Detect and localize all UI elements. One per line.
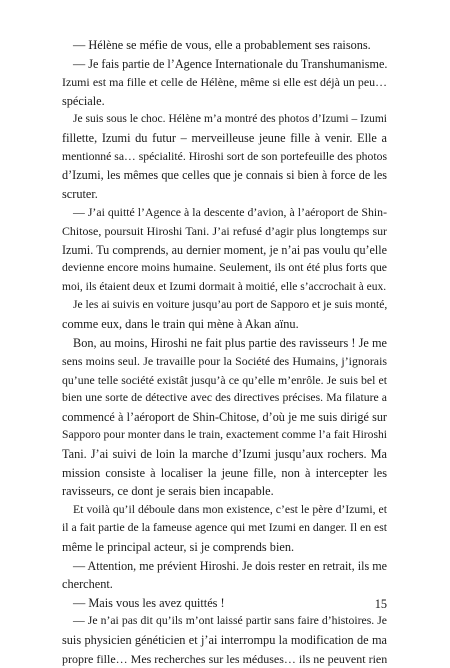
text-line: comme eux, dans le train qui mène à Akan aïnu. [62,316,299,331]
text-line: bien une sorte de détective avec des directives précises. Ma filature a [62,391,387,405]
text-line: commencé à l’aéroport de Shin-Chitose, d’où je me suis dirigé sur [62,409,387,424]
text-line: Je les ai suivis en voiture jusqu’au port de Sapporo et je suis monté, [73,298,388,312]
text-line: d’Izumi, les mêmes que celles que je connais si bien à force de les [62,168,387,183]
text-line: mission consiste à localiser la jeune fille, non à intercepter les [62,465,387,480]
text-line: — Attention, me prévient Hiroshi. Je dois rester en retrait, ils me [73,558,387,573]
page-number: 15 [374,597,387,611]
text-line: scruter. [62,186,98,201]
text-line: — Je n’ai pas dit qu’ils m’ont laissé partir sans faire d’histoires. Je [73,614,387,628]
text-line: mentionné sa… spécialité. Hiroshi sort de son portefeuille des photos [62,149,387,163]
text-line: suis physicien généticien et j’ai interrompu la modification de ma [62,633,387,647]
text-line: Je suis sous le choc. Hélène m’a montré des photos d’Izumi – Izumi [73,113,387,126]
text-line: Bon, au moins, Hiroshi ne fait plus partie des ravisseurs ! Je me [73,335,387,350]
text-line: sens moins seul. Je travaille pour la Société des Humains, j’ignorais [62,354,387,369]
text-line: même le principal acteur, si je comprends bien. [62,540,295,555]
text-line: Et voilà qu’il déboule dans mon existence, c’est le père d’Izumi, et [73,502,387,516]
text-line: cherchent. [62,577,113,592]
text-line: Tani. J’ai suivi de loin la marche d’Izumi jusqu’aux rochers. Ma [62,447,387,462]
text-line: Chitose, poursuit Hiroshi Tani. J’ai refusé d’agir plus longtemps sur [62,223,387,238]
text-line: qu’une telle société existât jusqu’à ce qu’elle m’enrôle. Je suis bel et [62,372,387,387]
text-line: Izumi. Tu comprends, au dernier moment, je n’ai pas voulu qu’elle [62,242,387,257]
text-line: — Je fais partie de l’Agence Internationale du Transhumanisme. [73,56,388,71]
text-line: — Mais vous les avez quittés ! [73,595,225,610]
text-line: devienne encore moins humaine. Seulement, ils ont été plus forts que [62,261,387,275]
text-line: ravisseurs, ce dont je serais bien incapable. [62,484,274,499]
body-text [62,36,387,668]
text-line: il a fait partie de la fameuse agence qui met Izumi en danger. Il en est [62,521,387,535]
text-line: — Hélène se méfie de vous, elle a probablement ses raisons. [73,38,371,52]
text-line: propre fille… Mes recherches sur les méduses… ils ne peuvent rien [62,651,388,666]
text-line: Izumi est ma fille et celle de Hélène, même si elle est déjà un peu… [62,75,387,90]
text-line: fillette, Izumi du futur – merveilleuse jeune fille à venir. Elle a [62,130,387,145]
text-line: Sapporo pour monter dans le train, exactement comme l’a fait Hiroshi [62,428,387,442]
text-line: moi, ils étaient deux et Izumi dormait à moitié, elle s’accrochait à eux. [62,280,387,293]
text-line: spéciale. [62,93,105,108]
text-line: — J’ai quitté l’Agence à la descente d’avion, à l’aéroport de Shin- [73,205,387,220]
